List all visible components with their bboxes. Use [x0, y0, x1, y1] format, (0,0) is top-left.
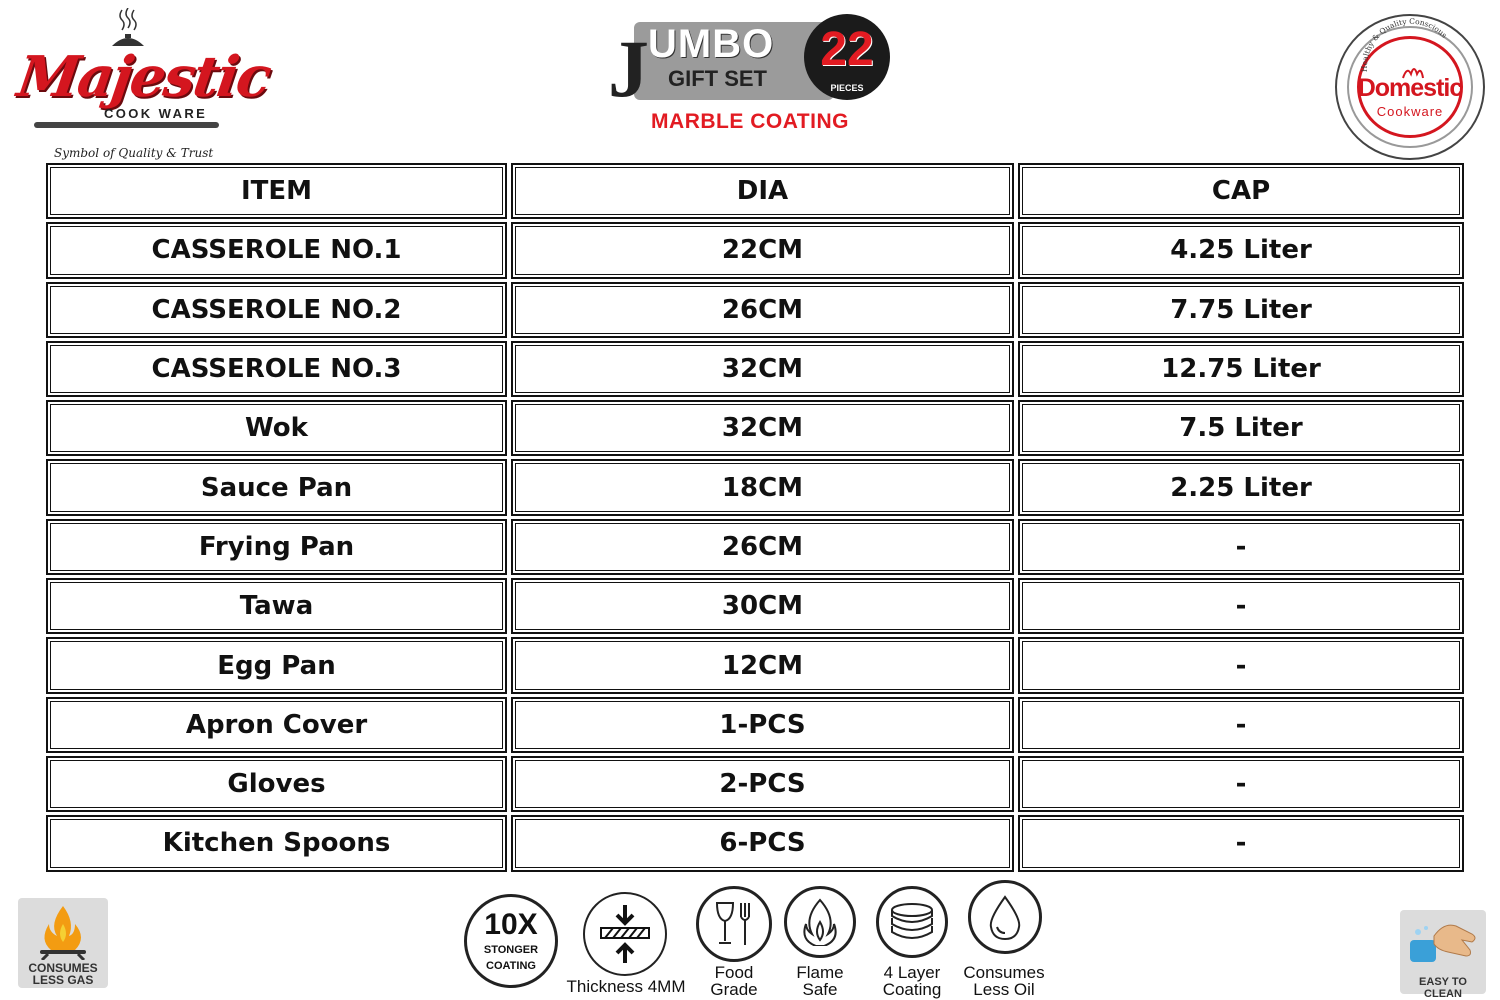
flame-safe-line2: Safe: [802, 980, 838, 999]
table-row: [46, 222, 1464, 281]
stacked-layers-icon: [888, 902, 936, 942]
cell-cap: 2.25 Liter: [1018, 459, 1464, 515]
layer-coating-line2: Coating: [882, 980, 942, 999]
cell-dia: 30CM: [511, 578, 1014, 634]
cell-cap: -: [1018, 697, 1464, 753]
table-row: [46, 637, 1464, 696]
header-dia: DIA: [511, 163, 1014, 219]
cell-cap: -: [1018, 578, 1464, 634]
cell-dia: 22CM: [511, 222, 1014, 278]
cell-dia: 12CM: [511, 637, 1014, 693]
cell-cap: -: [1018, 815, 1464, 871]
stronger-coating-feature: [464, 894, 558, 988]
less-gas-badge: [18, 898, 108, 988]
layer-coating-icon: [876, 886, 948, 958]
cleaning-hand-icon: [1400, 910, 1486, 974]
flame-safe-line1: Flame: [796, 963, 844, 982]
cell-item: Egg Pan: [46, 637, 507, 693]
food-grade-feature: [694, 886, 774, 998]
cell-item: Apron Cover: [46, 697, 507, 753]
cell-cap: 7.5 Liter: [1018, 400, 1464, 456]
pieces-label: PIECES: [830, 83, 864, 93]
cell-dia: 26CM: [511, 519, 1014, 575]
svg-text:Healthy & Quality Conscious: Healthy & Quality Conscious: [1359, 16, 1449, 73]
cell-cap: -: [1018, 637, 1464, 693]
cell-dia: 2-PCS: [511, 756, 1014, 812]
cell-dia: 26CM: [511, 282, 1014, 338]
marble-coating-label: MARBLE COATING: [651, 110, 849, 133]
cell-item: Sauce Pan: [46, 459, 507, 515]
spec-table: [46, 163, 1464, 875]
cell-item: Frying Pan: [46, 519, 507, 575]
majestic-tagline: Symbol of Quality & Trust: [54, 146, 214, 160]
cell-dia: 1-PCS: [511, 697, 1014, 753]
domestic-wordmark: Domestic: [1357, 74, 1463, 102]
thickness-feature: [555, 890, 697, 998]
cell-cap: -: [1018, 756, 1464, 812]
oil-drop-icon: [985, 893, 1025, 941]
gift-set-label: GIFT SET: [668, 66, 767, 91]
easy-to-clean-label: EASY TO CLEAN: [1419, 976, 1467, 1000]
cell-dia: 32CM: [511, 341, 1014, 397]
food-grade-line1: Food: [714, 963, 754, 982]
less-gas-line2: LESS GAS: [32, 973, 94, 987]
cell-dia: 6-PCS: [511, 815, 1014, 871]
steam-lid-icon: [108, 8, 148, 48]
cell-dia: 32CM: [511, 400, 1014, 456]
table-row: [46, 459, 1464, 518]
layer-coating-feature: [872, 886, 952, 998]
cell-item: CASSEROLE NO.3: [46, 341, 507, 397]
stronger-line1: STONGER: [483, 944, 539, 956]
table-header-row: [46, 163, 1464, 222]
header-cap: CAP: [1018, 163, 1464, 219]
majestic-logo: [13, 8, 274, 160]
majestic-wordmark: Majestic: [13, 44, 274, 110]
compress-arrows-icon: [595, 901, 655, 967]
jumbo-title: UMBO: [648, 22, 775, 66]
flame-safe-icon: [784, 886, 856, 958]
food-grade-icon: [696, 886, 772, 962]
table-body: [46, 222, 1464, 874]
less-oil-line1: Consumes: [963, 963, 1045, 982]
stronger-multiplier: 10X: [484, 908, 538, 941]
stronger-line2: COATING: [486, 960, 536, 972]
gas-flame-icon: [18, 898, 108, 960]
pan-underline: [34, 122, 219, 128]
flame-icon: [800, 898, 840, 946]
cell-item: Gloves: [46, 756, 507, 812]
piece-count: 22: [820, 23, 874, 76]
glass-fork-icon: [709, 899, 759, 949]
cell-dia: 18CM: [511, 459, 1014, 515]
table-row: [46, 578, 1464, 637]
thickness-icon: [583, 892, 667, 976]
header-item: ITEM: [46, 163, 507, 219]
stronger-coating-icon: [464, 894, 558, 988]
cell-cap: 12.75 Liter: [1018, 341, 1464, 397]
easy-to-clean-badge: [1400, 910, 1486, 1000]
table-row: [46, 519, 1464, 578]
cell-item: Kitchen Spoons: [46, 815, 507, 871]
table-row: [46, 400, 1464, 459]
jumbo-initial: J: [608, 23, 649, 114]
cell-item: CASSEROLE NO.1: [46, 222, 507, 278]
majestic-sub: COOK WARE: [104, 106, 208, 121]
table-row: [46, 282, 1464, 341]
cell-item: CASSEROLE NO.2: [46, 282, 507, 338]
table-row: [46, 341, 1464, 400]
less-oil-feature: [958, 880, 1050, 998]
less-gas-line1: CONSUMES: [28, 961, 98, 975]
table-row: [46, 756, 1464, 815]
domestic-sub: Cookware: [1376, 104, 1444, 119]
flame-safe-feature: [782, 886, 858, 998]
cell-item: Tawa: [46, 578, 507, 634]
table-row: [46, 815, 1464, 874]
cell-cap: 7.75 Liter: [1018, 282, 1464, 338]
less-oil-icon: [968, 880, 1042, 954]
cell-cap: -: [1018, 519, 1464, 575]
cell-cap: 4.25 Liter: [1018, 222, 1464, 278]
thickness-label: Thickness 4MM: [566, 977, 686, 996]
domestic-seal-logo: [1335, 14, 1485, 164]
food-grade-line2: Grade: [710, 980, 758, 999]
cell-item: Wok: [46, 400, 507, 456]
jumbo-gift-set-logo: [608, 14, 898, 142]
table-row: [46, 697, 1464, 756]
less-oil-line2: Less Oil: [973, 980, 1035, 999]
layer-coating-line1: 4 Layer: [883, 963, 941, 982]
